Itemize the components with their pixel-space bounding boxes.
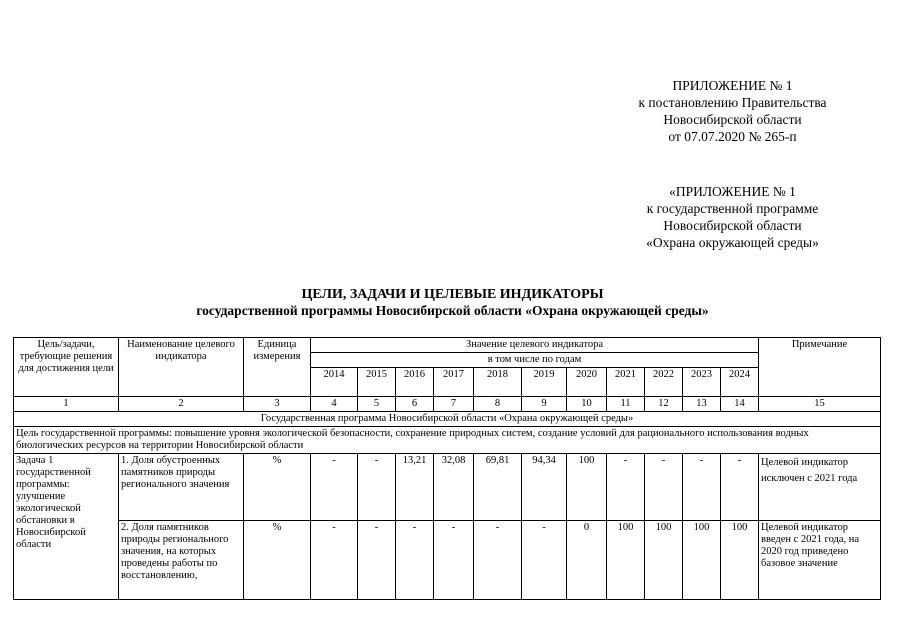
indicator-name: 2. Доля памятников природы регионального значения, на которых проведены работы по восстановлению, <box>119 521 244 600</box>
header-unit: Единица измерения <box>244 338 311 397</box>
indicator-value: 100 <box>721 521 759 600</box>
indicator-value: - <box>721 454 759 521</box>
table-row <box>14 454 881 521</box>
header-year: 2020 <box>567 368 607 397</box>
indicator-value: 100 <box>567 454 607 521</box>
appendix-2-line: к государственной программе <box>646 201 819 216</box>
column-number: 11 <box>607 397 645 412</box>
indicator-note: Целевой индикатор исключен с 2021 года <box>759 454 881 521</box>
indicator-value: 100 <box>645 521 683 600</box>
column-number: 9 <box>522 397 567 412</box>
indicator-value: 100 <box>683 521 721 600</box>
header-year: 2016 <box>396 368 434 397</box>
header-year: 2017 <box>434 368 474 397</box>
header-year: 2018 <box>474 368 522 397</box>
header-year: 2022 <box>645 368 683 397</box>
document-title: ЦЕЛИ, ЗАДАЧИ И ЦЕЛЕВЫЕ ИНДИКАТОРЫ <box>301 287 604 302</box>
column-number: 5 <box>358 397 396 412</box>
program-name: Государственная программа Новосибирской области «Охрана окружающей среды» <box>14 412 881 427</box>
indicators-table <box>13 337 881 600</box>
indicator-value: - <box>311 454 358 521</box>
indicator-unit: % <box>244 521 311 600</box>
header-goal: Цель/задачи, требующие решения для достижения цели <box>14 338 119 397</box>
column-numbers-row <box>14 397 881 412</box>
indicator-value: - <box>358 521 396 600</box>
column-number: 13 <box>683 397 721 412</box>
indicator-value: - <box>474 521 522 600</box>
appendix-2-line: «Охрана окружающей среды» <box>646 235 819 250</box>
indicator-value: - <box>434 521 474 600</box>
indicator-value: - <box>396 521 434 600</box>
appendix-1-line: ПРИЛОЖЕНИЕ № 1 <box>672 78 793 93</box>
column-number: 4 <box>311 397 358 412</box>
program-row <box>14 412 881 427</box>
column-number: 8 <box>474 397 522 412</box>
header-value: Значение целевого индикатора <box>311 338 759 353</box>
appendix-2-line: Новосибирской области <box>663 218 802 233</box>
appendix-1-line: Новосибирской области <box>663 112 802 127</box>
column-number: 6 <box>396 397 434 412</box>
indicator-value: 69,81 <box>474 454 522 521</box>
column-number: 3 <box>244 397 311 412</box>
appendix-2-header <box>600 183 865 251</box>
task-cell: Задача 1 государственной программы: улучшение экологической обстановки в Новосибирской области <box>14 454 119 600</box>
appendix-2-line: «ПРИЛОЖЕНИЕ № 1 <box>669 184 796 199</box>
header-year: 2014 <box>311 368 358 397</box>
header-year: 2023 <box>683 368 721 397</box>
table-header-row <box>14 338 881 353</box>
column-number: 2 <box>119 397 244 412</box>
program-goal: Цель государственной программы: повышение уровня экологической безопасности, сохранение природных систем, создание условий для рационального использования водных биологических ресурсов на территории Новосибирской области <box>14 427 881 454</box>
header-year: 2024 <box>721 368 759 397</box>
indicator-value: - <box>358 454 396 521</box>
indicator-unit: % <box>244 454 311 521</box>
header-indicator: Наименование целевого индикатора <box>119 338 244 397</box>
column-number: 7 <box>434 397 474 412</box>
indicator-value: 13,21 <box>396 454 434 521</box>
indicator-value: - <box>645 454 683 521</box>
indicator-name: 1. Доля обустроенных памятников природы регионального значения <box>119 454 244 521</box>
header-year: 2015 <box>358 368 396 397</box>
header-year: 2021 <box>607 368 645 397</box>
column-number: 15 <box>759 397 881 412</box>
indicator-value: 0 <box>567 521 607 600</box>
column-number: 14 <box>721 397 759 412</box>
indicator-value: 100 <box>607 521 645 600</box>
table-row <box>14 521 881 600</box>
header-note: Примечание <box>759 338 881 397</box>
goal-row <box>14 427 881 454</box>
indicator-value: 94,34 <box>522 454 567 521</box>
indicator-value: - <box>683 454 721 521</box>
indicator-note: Целевой индикатор введен с 2021 года, на 2020 год приведено базовое значение <box>759 521 881 600</box>
document-subtitle: государственной программы Новосибирской области «Охрана окружающей среды» <box>196 303 709 318</box>
column-number: 1 <box>14 397 119 412</box>
indicator-value: - <box>607 454 645 521</box>
header-by-years: в том числе по годам <box>311 353 759 368</box>
appendix-1-header <box>600 77 865 145</box>
column-number: 12 <box>645 397 683 412</box>
column-number: 10 <box>567 397 607 412</box>
indicator-value: 32,08 <box>434 454 474 521</box>
indicator-value: - <box>311 521 358 600</box>
indicator-value: - <box>522 521 567 600</box>
header-year: 2019 <box>522 368 567 397</box>
appendix-1-line: от 07.07.2020 № 265-п <box>668 129 797 144</box>
appendix-1-line: к постановлению Правительства <box>638 95 827 110</box>
